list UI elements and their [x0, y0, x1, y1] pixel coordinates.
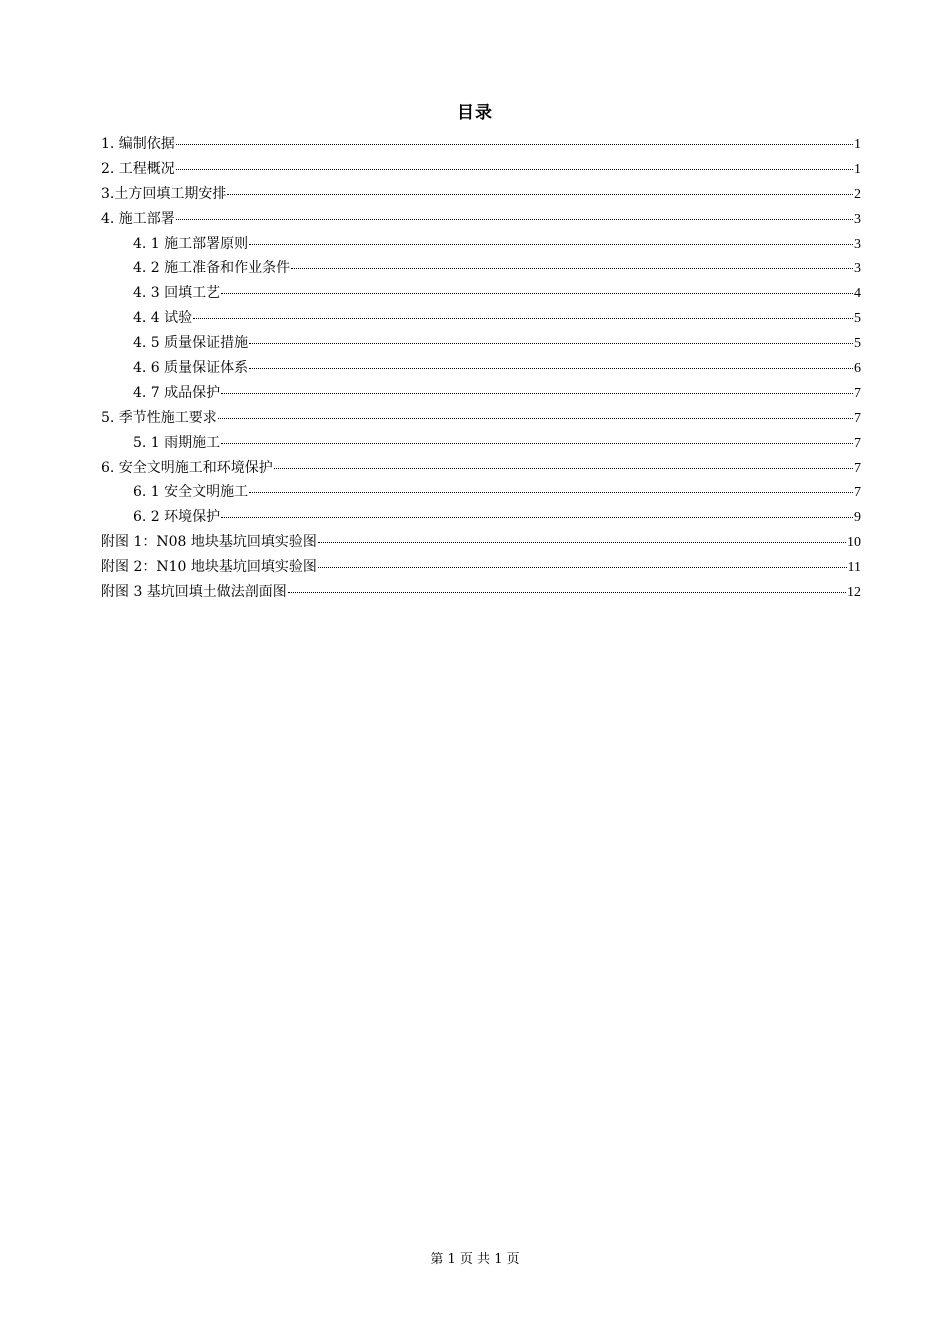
toc-entry-text: 4. 6 质量保证体系 — [133, 360, 249, 377]
toc-page-number: 7 — [854, 410, 861, 426]
toc-entry[interactable] — [101, 207, 861, 232]
toc-entry[interactable] — [101, 406, 861, 431]
toc-title: 目录 — [457, 103, 493, 123]
toc-list — [101, 132, 861, 605]
toc-leader-dots — [318, 528, 846, 543]
toc-page-number: 5 — [854, 336, 861, 352]
toc-entry[interactable] — [101, 281, 861, 306]
toc-page-number: 1 — [854, 137, 861, 152]
toc-entry-text: 5. 1 雨期施工 — [133, 434, 221, 451]
toc-entry-text: 1. 编制依据 — [101, 136, 175, 152]
toc-page-number: 7 — [854, 435, 861, 451]
toc-entry[interactable] — [101, 256, 861, 281]
toc-page-number: 7 — [854, 385, 861, 401]
toc-entry[interactable] — [101, 331, 861, 356]
toc-leader-dots — [249, 478, 853, 493]
toc-entry-text: 6. 2 环境保护 — [133, 509, 221, 526]
toc-entry[interactable] — [101, 555, 861, 580]
toc-entry[interactable] — [101, 505, 861, 530]
toc-leader-dots — [193, 304, 853, 319]
toc-page-number: 9 — [854, 510, 861, 526]
toc-leader-dots — [176, 155, 853, 170]
toc-leader-dots — [318, 553, 847, 568]
toc-leader-dots — [227, 180, 853, 195]
toc-entry[interactable] — [101, 381, 861, 406]
toc-page-number: 2 — [854, 186, 861, 202]
toc-entry-text: 4. 5 质量保证措施 — [133, 335, 249, 352]
toc-leader-dots — [288, 578, 846, 593]
toc-page-number: 3 — [854, 236, 861, 252]
page-footer: 第 1 页 共 1 页 — [430, 1252, 520, 1267]
toc-entry[interactable] — [101, 356, 861, 381]
toc-leader-dots — [221, 279, 853, 294]
toc-entry[interactable] — [101, 232, 861, 257]
toc-entry[interactable] — [101, 182, 861, 207]
toc-entry-text: 4. 7 成品保护 — [133, 384, 221, 401]
toc-leader-dots — [221, 503, 853, 518]
toc-entry-text: 4. 1 施工部署原则 — [133, 235, 249, 252]
toc-page-number: 5 — [854, 311, 861, 327]
toc-leader-dots — [249, 230, 853, 245]
toc-entry[interactable] — [101, 306, 861, 331]
toc-entry-text: 附图 3 基坑回填土做法剖面图 — [101, 584, 287, 601]
toc-page-number: 3 — [854, 211, 861, 227]
toc-page-number: 7 — [854, 485, 861, 501]
toc-leader-dots — [274, 454, 853, 469]
toc-leader-dots — [291, 254, 853, 269]
toc-entry-text: 附图 1：N08 地块基坑回填实验图 — [101, 534, 317, 551]
toc-entry[interactable] — [101, 530, 861, 555]
toc-page-number: 3 — [854, 261, 861, 277]
toc-page-number: 7 — [854, 460, 861, 476]
toc-entry[interactable] — [101, 480, 861, 505]
toc-page-number: 11 — [847, 560, 861, 576]
toc-page-number: 6 — [854, 361, 861, 377]
toc-entry-text: 3.土方回填工期安排 — [101, 185, 227, 202]
toc-leader-dots — [221, 379, 853, 394]
toc-page-number: 10 — [847, 535, 861, 551]
toc-entry-text: 6. 1 安全文明施工 — [133, 484, 249, 501]
toc-entry-text: 4. 施工部署 — [101, 210, 175, 227]
toc-entry[interactable] — [101, 132, 861, 157]
toc-page-number: 12 — [847, 585, 861, 601]
toc-page-number: 1 — [854, 161, 861, 177]
toc-leader-dots — [249, 329, 853, 344]
toc-leader-dots — [176, 205, 853, 220]
toc-entry-text: 6. 安全文明施工和环境保护 — [101, 459, 273, 476]
toc-leader-dots — [218, 404, 853, 419]
toc-leader-dots — [221, 429, 853, 444]
toc-entry[interactable] — [101, 456, 861, 481]
toc-page-number: 4 — [854, 286, 861, 302]
toc-entry[interactable] — [101, 580, 861, 605]
toc-entry-text: 附图 2：N10 地块基坑回填实验图 — [101, 559, 317, 576]
toc-entry-text: 4. 4 试验 — [133, 310, 193, 327]
toc-entry[interactable] — [101, 157, 861, 182]
toc-entry-text: 4. 3 回填工艺 — [133, 285, 221, 302]
toc-leader-dots — [176, 130, 853, 145]
toc-entry-text: 5. 季节性施工要求 — [101, 409, 217, 426]
toc-leader-dots — [249, 354, 853, 369]
toc-entry[interactable] — [101, 431, 861, 456]
toc-entry-text: 4. 2 施工准备和作业条件 — [133, 260, 291, 277]
toc-entry-text: 2. 工程概况 — [101, 160, 175, 177]
